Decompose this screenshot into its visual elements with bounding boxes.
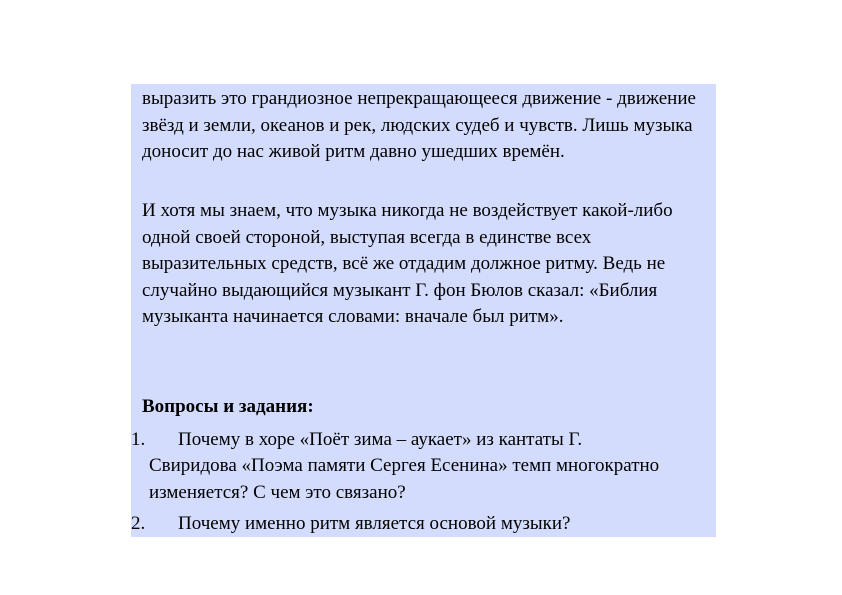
- question-number: 1.: [131, 429, 146, 450]
- question-number: 2.: [131, 513, 146, 534]
- paragraph-rhythm-movement: выразить это грандиозное непрекращающееся движение - движение звёзд и земли, океанов и рек, людских судеб и чувств. Лишь музыка доносит до нас живой ритм давно ушедших времён.: [142, 88, 696, 162]
- question-text-continuation: Свиридова «Поэма памяти Сергея Есенина» темп многократно изменяется? С чем это связано?: [149, 455, 660, 503]
- paragraph-rhythm-importance: И хотя мы знаем, что музыка никогда не воздействует какой-либо одной своей стороной, выступая всегда в единстве всех выразительных средств, всё же отдадим должное ритму. Ведь не случайно выдающийся музыкант Г. фон Бюлов сказал: «Библия музыканта начинается словами: вначале был ритм».: [142, 200, 673, 327]
- questions-heading: Вопросы и задания:: [142, 396, 314, 417]
- question-text-first-line: Почему именно ритм является основой музыки?: [178, 513, 571, 534]
- question-text-first-line: Почему в хоре «Поёт зима – аукает» из кантаты Г.: [178, 429, 583, 450]
